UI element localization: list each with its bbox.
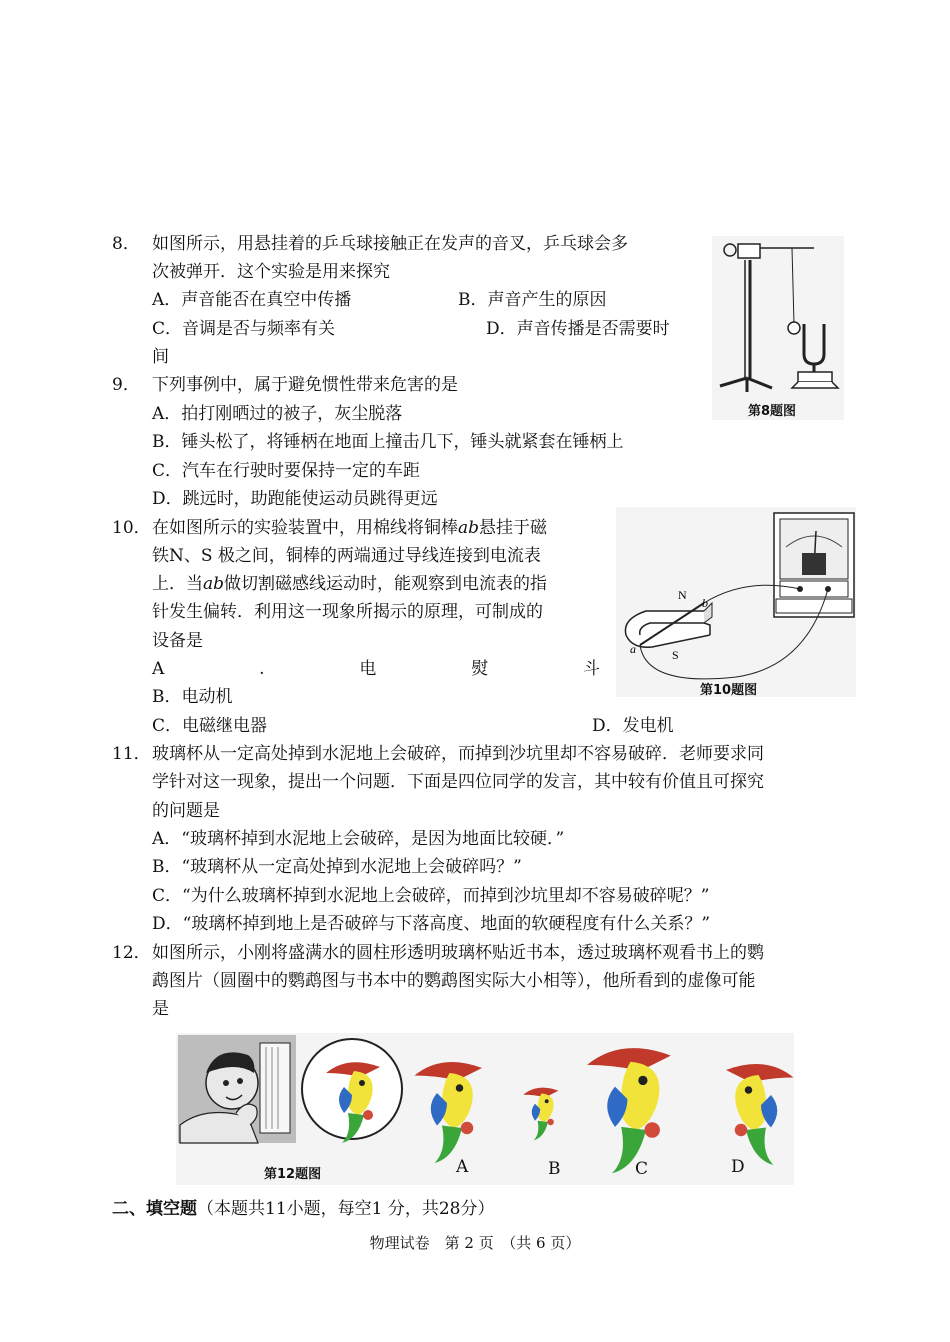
q10-stem-line5: 设备是 xyxy=(152,631,203,651)
q8-figure-caption: 第8题图 xyxy=(748,404,797,419)
q12-figure-caption: 第12题图 xyxy=(264,1167,322,1182)
q10-option-c: C．电磁继电器 xyxy=(152,716,268,736)
q9-option-d: D．跳远时，助跑能使运动员跳得更远 xyxy=(152,489,438,509)
q10-stem-line4: 针发生偏转．利用这一现象所揭示的原理，可制成的 xyxy=(152,602,543,622)
boy-with-glass-illustration xyxy=(178,1035,296,1143)
q12-label-c: C xyxy=(635,1159,649,1179)
q10-figure xyxy=(616,507,856,697)
q9-option-c: C．汽车在行驶时要保持一定的车距 xyxy=(152,461,421,481)
rod-end-b-label: b xyxy=(702,596,708,610)
q10-option-b: B．电动机 xyxy=(152,687,233,707)
q11-stem-line2: 学针对这一现象，提出一个问题．下面是四位同学的发言，其中较有价值且可探究 xyxy=(152,772,764,792)
q12-stem-line1: 如图所示，小刚将盛满水的圆柱形透明玻璃杯贴近书本，透过玻璃杯观看书上的鹦 xyxy=(152,943,764,963)
q12-stem-line2: 鹉图片（圆圈中的鹦鹉图与书本中的鹦鹉图实际大小相等），他所看到的虚像可能 xyxy=(152,971,756,991)
q11-option-c: C．“为什么玻璃杯掉到水泥地上会破碎，而掉到沙坑里却不容易破碎呢？” xyxy=(152,886,710,906)
q8-option-c: C．音调是否与频率有关 xyxy=(152,319,336,339)
q11-option-d: D．“玻璃杯掉到地上是否破碎与下落高度、地面的软硬程度有什么关系？” xyxy=(152,914,711,934)
q10-figure-caption: 第10题图 xyxy=(700,683,758,698)
q12-label-d: D xyxy=(731,1157,745,1177)
page-footer: 物理试卷 第 2 页 （共 6 页） xyxy=(369,1234,581,1252)
q12-stem-line3: 是 xyxy=(152,999,169,1019)
q8-option-d-continued: 间 xyxy=(152,347,169,367)
q10-number: 10． xyxy=(112,518,151,538)
q9-stem: 下列事例中，属于避免惯性带来危害的是 xyxy=(152,375,458,395)
section-2-note: （本题共11小题，每空1 分，共28分） xyxy=(197,1199,495,1219)
section-2-heading xyxy=(112,1198,494,1220)
q8-stem-line2: 次被弹开．这个实验是用来探究 xyxy=(152,262,390,282)
q10-stem-line2: 铁N、S 极之间，铜棒的两端通过导线连接到电流表 xyxy=(152,546,541,566)
q11-option-b: B．“玻璃杯从一定高处掉到水泥地上会破碎吗？” xyxy=(152,857,522,877)
q8-option-b: B．声音产生的原因 xyxy=(458,290,607,310)
q8-number: 8． xyxy=(112,234,140,254)
q8-figure xyxy=(712,236,844,420)
q10-stem-line3: 上．当ab做切割磁感线运动时，能观察到电流表的指 xyxy=(152,574,548,594)
q10-stem-line1: 在如图所示的实验装置中，用棉线将铜棒ab悬挂于磁 xyxy=(152,518,548,538)
q8-option-a: A．声音能否在真空中传播 xyxy=(152,290,352,310)
q11-number: 11． xyxy=(112,744,151,764)
q12-label-a: A xyxy=(456,1157,469,1177)
magnet-label-s: S xyxy=(672,648,679,662)
q10-option-d: D．发电机 xyxy=(592,716,674,736)
q11-stem-line1: 玻璃杯从一定高处掉到水泥地上会破碎，而掉到沙坑里却不容易破碎．老师要求同 xyxy=(152,744,764,764)
q10-option-a: A . 电 熨 斗 xyxy=(152,659,600,679)
section-2-title: 二、填空题 xyxy=(112,1199,197,1219)
q12-label-b: B xyxy=(548,1159,561,1179)
q8-stem-line1: 如图所示，用悬挂着的乒乓球接触正在发声的音叉，乒乓球会多 xyxy=(152,234,628,254)
q11-stem-line3: 的问题是 xyxy=(152,801,220,821)
q12-figure xyxy=(176,1033,794,1185)
q8-option-d: D．声音传播是否需要时 xyxy=(486,319,670,339)
q11-option-a: A．“玻璃杯掉到水泥地上会破碎，是因为地面比较硬．” xyxy=(152,829,565,849)
q9-number: 9． xyxy=(112,375,140,395)
q9-option-a: A．拍打刚晒过的被子，灰尘脱落 xyxy=(152,404,403,424)
q12-number: 12． xyxy=(112,943,151,963)
magnet-label-n: N xyxy=(678,588,687,602)
rod-end-a-label: a xyxy=(630,642,636,656)
q9-option-b: B．锤头松了，将锤柄在地面上撞击几下，锤头就紧套在锤柄上 xyxy=(152,432,624,452)
